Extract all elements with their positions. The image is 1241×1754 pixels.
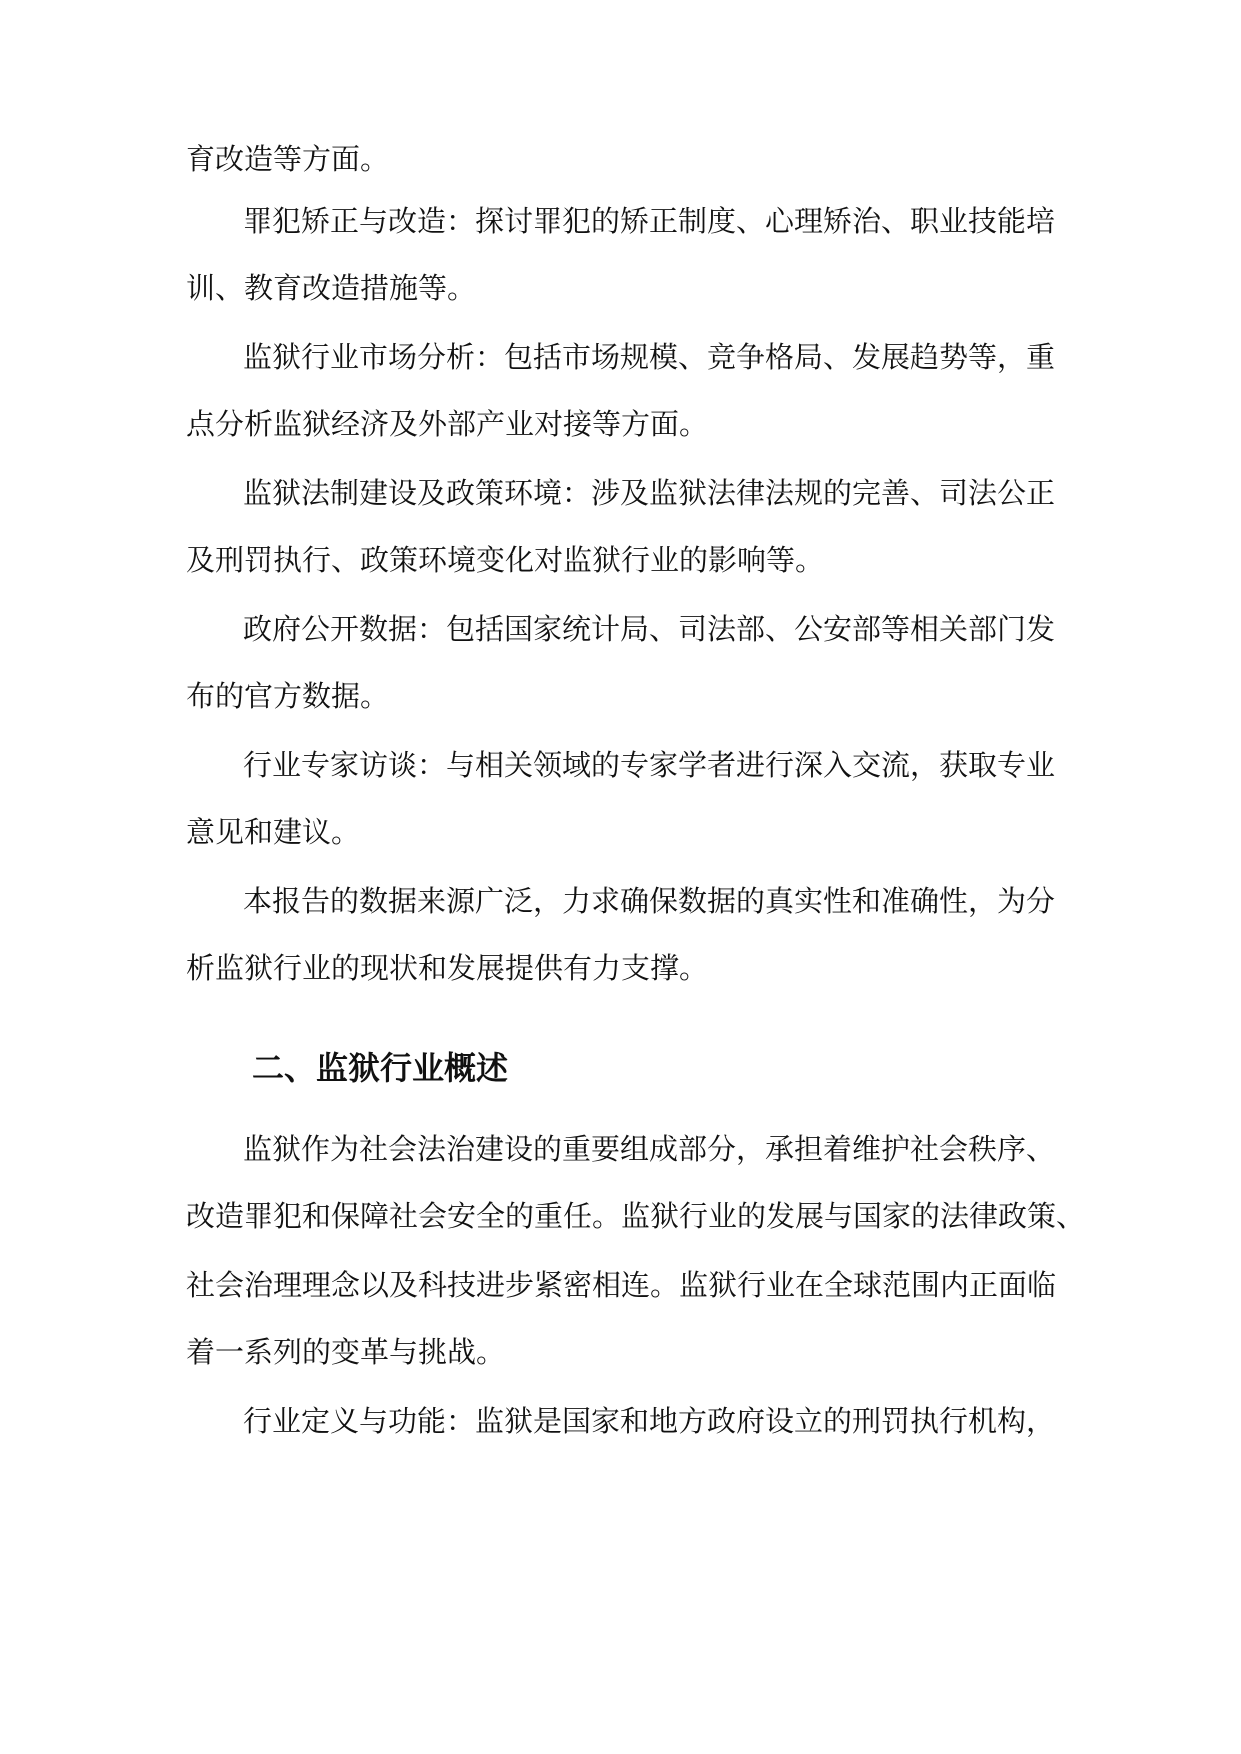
section-paragraph-line-4: 着一系列的变革与挑战。: [186, 1335, 506, 1369]
paragraph-correction-line-2: 训、教育改造措施等。: [186, 271, 477, 305]
section-paragraph-line-3: 社会治理理念以及科技进步紧密相连。监狱行业在全球范围内正面临: [186, 1268, 1057, 1302]
section-paragraph-line-1: 监狱作为社会法治建设的重要组成部分，承担着维护社会秩序、: [243, 1132, 1056, 1166]
paragraph-expert-interview-line-1: 行业专家访谈：与相关领域的专家学者进行深入交流，获取专业: [243, 748, 1056, 782]
section-paragraph-line-2: 改造罪犯和保障社会安全的重任。监狱行业的发展与国家的法律政策、: [186, 1199, 1086, 1233]
paragraph-expert-interview-line-2: 意见和建议。: [186, 815, 361, 849]
paragraph-market-analysis-line-1: 监狱行业市场分析：包括市场规模、竞争格局、发展趋势等，重: [243, 340, 1056, 374]
paragraph-market-analysis-line-2: 点分析监狱经济及外部产业对接等方面。: [186, 407, 709, 441]
paragraph-data-sources-line-2: 析监狱行业的现状和发展提供有力支撑。: [186, 951, 709, 985]
section-heading: 二、监狱行业概述: [252, 1049, 509, 1087]
paragraph-legal-policy-line-1: 监狱法制建设及政策环境：涉及监狱法律法规的完善、司法公正: [243, 476, 1056, 510]
paragraph-legal-policy-line-2: 及刑罚执行、政策环境变化对监狱行业的影响等。: [186, 543, 825, 577]
paragraph-government-data-line-2: 布的官方数据。: [186, 679, 390, 713]
paragraph-data-sources-line-1: 本报告的数据来源广泛，力求确保数据的真实性和准确性，为分: [243, 884, 1056, 918]
continued-paragraph-fragment: 育改造等方面。: [186, 142, 390, 176]
industry-definition-line-1: 行业定义与功能：监狱是国家和地方政府设立的刑罚执行机构，: [243, 1404, 1056, 1438]
paragraph-government-data-line-1: 政府公开数据：包括国家统计局、司法部、公安部等相关部门发: [243, 612, 1056, 646]
paragraph-correction-line-1: 罪犯矫正与改造：探讨罪犯的矫正制度、心理矫治、职业技能培: [243, 204, 1056, 238]
